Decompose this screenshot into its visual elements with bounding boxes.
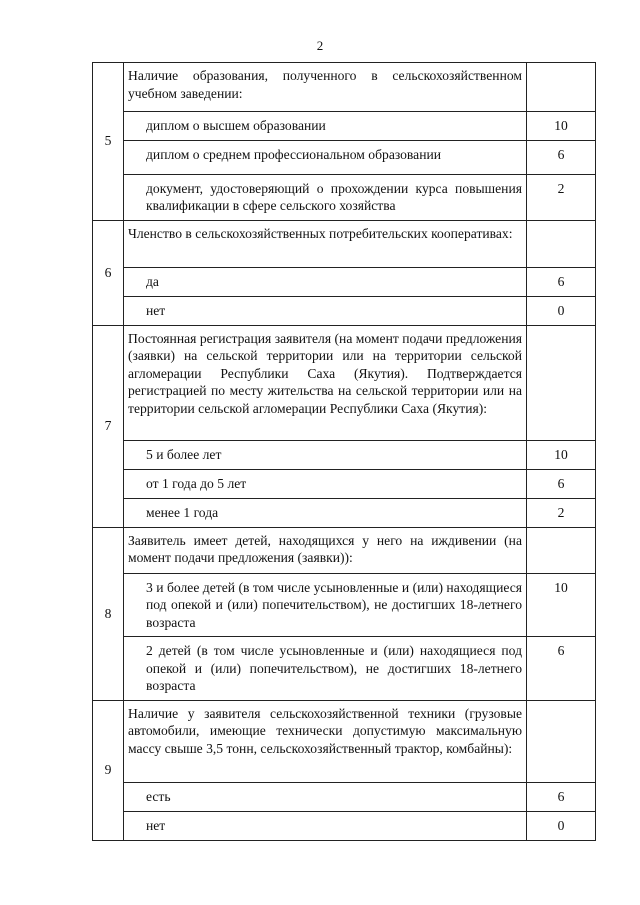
criterion-number: 6 [93, 220, 124, 325]
option-text: документ, удостоверяющий о прохождении курса повышения квалификации в сфере сельского хозяйства [124, 174, 527, 220]
option-score: 6 [527, 637, 596, 701]
criterion-row [93, 325, 596, 440]
option-row [93, 140, 596, 174]
criteria-table [92, 62, 596, 841]
option-text: есть [124, 782, 527, 811]
option-score: 0 [527, 296, 596, 325]
criterion-row [93, 527, 596, 573]
criterion-text: Постоянная регистрация заявителя (на момент подачи предложения (заявки) на сельской территории или на территории сельской агломерации Республики Саха (Якутия). Подтверждается регистрацией по месту жительства на сельской территории или на территории сельской агломерации Республики Саха (Якутия): [124, 325, 527, 440]
option-score: 2 [527, 174, 596, 220]
option-text: от 1 года до 5 лет [124, 469, 527, 498]
option-text: нет [124, 811, 527, 840]
option-score: 6 [527, 140, 596, 174]
option-score: 6 [527, 469, 596, 498]
criterion-number: 7 [93, 325, 124, 527]
option-row [93, 782, 596, 811]
page-number: 2 [316, 38, 324, 53]
criterion-score-empty [527, 220, 596, 267]
option-row [93, 469, 596, 498]
criterion-number: 8 [93, 527, 124, 700]
option-score: 0 [527, 811, 596, 840]
option-text: нет [124, 296, 527, 325]
criterion-row [93, 700, 596, 782]
criterion-text: Наличие у заявителя сельскохозяйственной техники (грузовые автомобили, имеющие технически допустимую максимальную массу свыше 3,5 тонн, сельскохозяйственный трактор, комбайны): [124, 700, 527, 782]
criterion-score-empty [527, 700, 596, 782]
option-text: 3 и более детей (в том числе усыновленные и (или) находящиеся под опекой и (или) попечительством), не достигших 18-летнего возраста [124, 573, 527, 637]
option-text: да [124, 267, 527, 296]
option-row [93, 112, 596, 141]
criterion-score-empty [527, 527, 596, 573]
option-row [93, 296, 596, 325]
option-text: менее 1 года [124, 498, 527, 527]
option-text: диплом о высшем образовании [124, 112, 527, 141]
criterion-text: Заявитель имеет детей, находящихся у него на иждивении (на момент подачи предложения (заявки)): [124, 527, 527, 573]
option-score: 6 [527, 267, 596, 296]
option-text: 2 детей (в том числе усыновленные и (или) находящиеся под опекой и (или) попечительством), не достигших 18-летнего возраста [124, 637, 527, 701]
criterion-text: Наличие образования, полученного в сельскохозяйственном учебном заведении: [124, 63, 527, 112]
criterion-row [93, 63, 596, 112]
option-row [93, 498, 596, 527]
option-row [93, 267, 596, 296]
criterion-text: Членство в сельскохозяйственных потребительских кооперативах: [124, 220, 527, 267]
criterion-number: 5 [93, 63, 124, 221]
option-row [93, 440, 596, 469]
option-row [93, 174, 596, 220]
criterion-score-empty [527, 63, 596, 112]
option-score: 6 [527, 782, 596, 811]
option-row [93, 811, 596, 840]
criterion-number: 9 [93, 700, 124, 840]
option-score: 2 [527, 498, 596, 527]
option-row [93, 637, 596, 701]
option-score: 10 [527, 440, 596, 469]
criterion-row [93, 220, 596, 267]
option-score: 10 [527, 573, 596, 637]
option-row [93, 573, 596, 637]
option-text: 5 и более лет [124, 440, 527, 469]
option-text: диплом о среднем профессиональном образовании [124, 140, 527, 174]
criterion-score-empty [527, 325, 596, 440]
option-score: 10 [527, 112, 596, 141]
